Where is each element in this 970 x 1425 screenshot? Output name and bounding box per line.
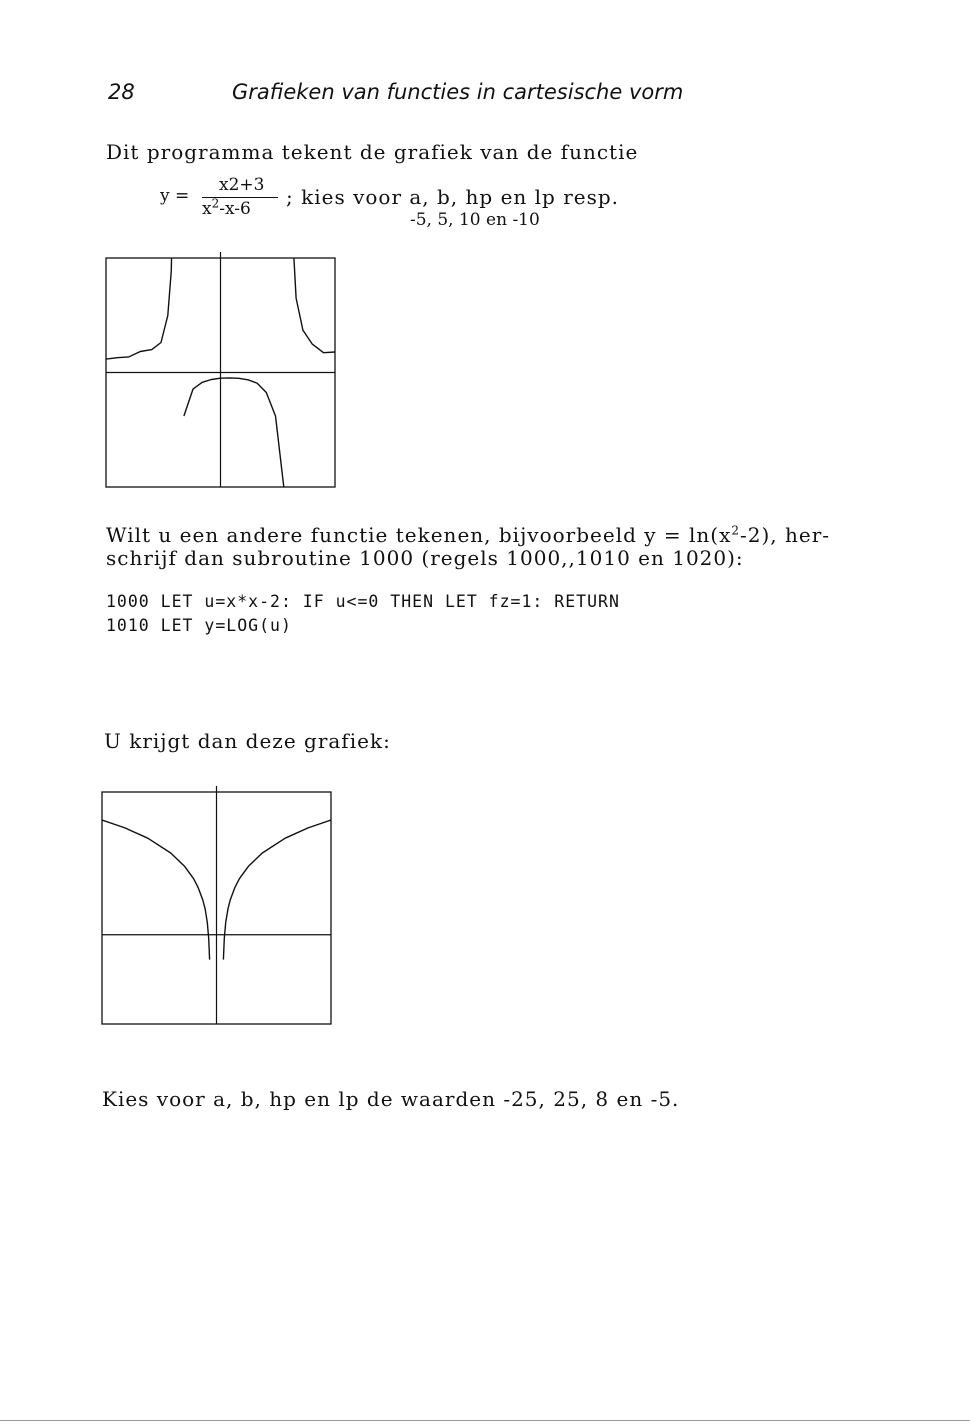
formula-y-equals: y =	[160, 186, 190, 206]
code-line-1: 1000 LET u=x*x-2: IF u<=0 THEN LET fz=1: RETURN	[106, 592, 620, 611]
formula-numerator: x2+3	[219, 175, 265, 195]
page-number: 28	[108, 80, 135, 104]
running-title: Grafieken van functies in cartesische vorm	[232, 80, 684, 104]
series-line-2	[223, 820, 331, 960]
code-line-2: 1010 LET y=LOG(u)	[106, 616, 292, 635]
result-intro-text: U krijgt dan deze grafiek:	[104, 729, 391, 753]
series-line-1	[102, 820, 210, 960]
paragraph-line-1: Wilt u een andere functie tekenen, bijvoorbeeld $y = \ln(x^2-2)$, her-	[106, 523, 831, 547]
formula-denominator: $x^2-x-6$	[202, 196, 251, 219]
closing-text: Kies voor a, b, hp en lp de waarden -25, 25, 8 en -5.	[102, 1087, 680, 1111]
page-bottom-rule	[0, 1420, 970, 1421]
paragraph-line-2: schrijf dan subroutine 1000 (regels 1000,,1010 en 1020):	[106, 546, 744, 570]
formula-values: -5, 5, 10 en -10	[410, 210, 540, 230]
intro-text: Dit programma tekent de grafiek van de functie	[106, 140, 639, 164]
formula-instruction: ; kies voor a, b, hp en lp resp.	[286, 185, 620, 209]
